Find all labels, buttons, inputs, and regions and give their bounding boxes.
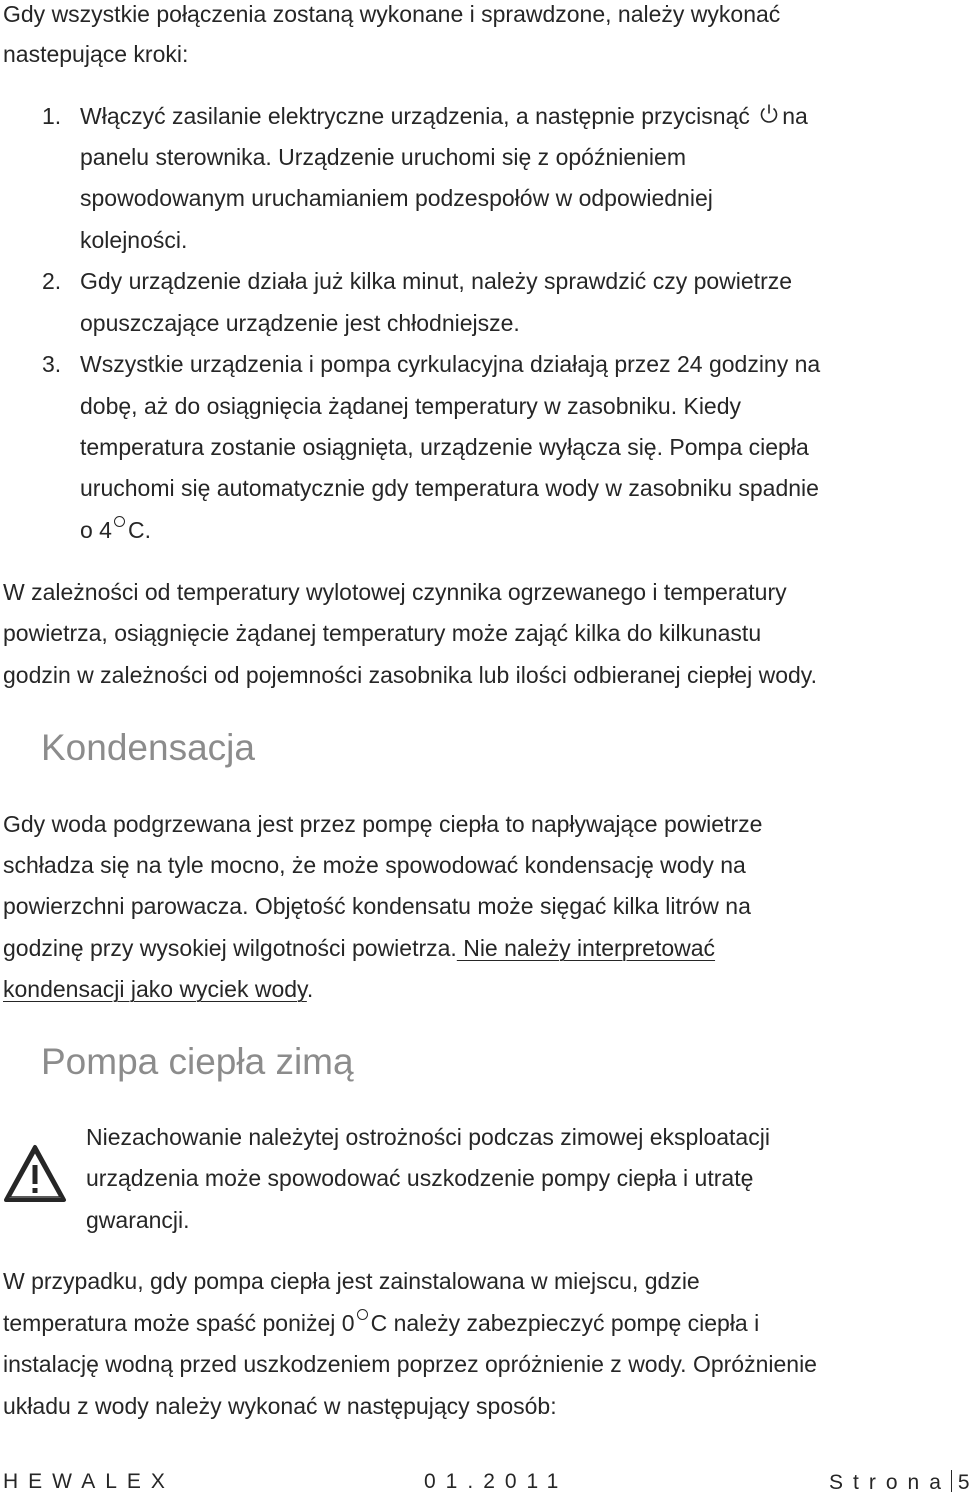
paragraph-line: W przypadku, gdy pompa ciepła jest zainstalowana w miejscu, gdzie [3, 1268, 700, 1294]
paragraph-line: schładza się na tyle mocno, że może spowodować kondensację wody na [3, 852, 746, 878]
list-item-text: dobę, aż do osiągnięcia żądanej temperatury w zasobniku. Kiedy [80, 393, 742, 419]
underlined-text: Nie należy interpretować [456, 935, 716, 961]
step-text: C. [127, 517, 151, 543]
paragraph-text: . [306, 976, 314, 1002]
footer-brand: HEWALEX [3, 1470, 175, 1493]
underlined-text: kondensacji jako wyciek wody [3, 976, 307, 1002]
list-number: 3. [42, 351, 62, 377]
list-item-text [80, 516, 151, 544]
footer-page-word: Strona [829, 1471, 951, 1494]
degree-icon [357, 1309, 368, 1320]
list-item-text: spowodowanym uruchamianiem podzespołów w odpowiedniej [80, 185, 713, 211]
list-number: 1. [42, 103, 62, 129]
warning-text: gwarancji. [86, 1207, 190, 1233]
step-text: Włączyć zasilanie elektryczne urządzenia, a następnie przycisnąć [80, 103, 750, 129]
list-item-text: Gdy urządzenie działa już kilka minut, należy sprawdzić czy powietrze [80, 268, 793, 294]
section-heading: Kondensacja [41, 727, 255, 768]
paragraph-line: godzin w zależności od pojemności zasobnika lub ilości odbieranej ciepłej wody. [3, 662, 817, 688]
paragraph-text: C należy zabezpieczyć pompę ciepła i [370, 1310, 760, 1336]
paragraph-line: Gdy woda podgrzewana jest przez pompę ciepła to napływające powietrze [3, 811, 763, 837]
footer-page-number: 5 [957, 1471, 970, 1494]
paragraph-line: powierzchni parowacza. Objętość kondensatu może sięgać kilka litrów na [3, 893, 751, 919]
warning-icon [3, 1143, 67, 1205]
section-heading: Pompa ciepła zimą [41, 1041, 354, 1082]
list-item-text: Wszystkie urządzenia i pompa cyrkulacyjna działają przez 24 godziny na [80, 351, 821, 377]
degree-icon [114, 516, 125, 527]
warning-text: urządzenia może spowodować uszkodzenie pompy ciepła i utratę [86, 1165, 754, 1191]
paragraph-line: układu z wody należy wykonać w następujący sposób: [3, 1393, 557, 1419]
paragraph-text: temperatura może spaść poniżej 0 [3, 1310, 355, 1336]
warning-text: Niezachowanie należytej ostrożności podczas zimowej eksploatacji [86, 1124, 770, 1150]
list-number: 2. [42, 268, 62, 294]
list-item-text: panelu sterownika. Urządzenie uruchomi się z opóźnieniem [80, 144, 686, 170]
intro-line: nastepujące kroki: [3, 41, 189, 67]
list-item-text [80, 102, 808, 130]
footer-date: 01.2011 [424, 1470, 569, 1493]
step-text: na [782, 103, 808, 129]
list-item-text: temperatura zostanie osiągnięta, urządzenie wyłącza się. Pompa ciepła [80, 434, 809, 460]
intro-line: Gdy wszystkie połączenia zostaną wykonane i sprawdzone, należy wykonać [3, 1, 781, 27]
paragraph-line: instalację wodną przed uszkodzeniem poprzez opróżnienie z wody. Opróżnienie [3, 1351, 817, 1377]
power-icon [758, 103, 780, 125]
footer-divider [951, 1470, 952, 1492]
step-text: o 4 [80, 517, 112, 543]
paragraph-text: godzinę przy wysokiej wilgotności powietrza. [3, 935, 457, 961]
paragraph-line: W zależności od temperatury wylotowej czynnika ogrzewanego i temperatury [3, 579, 787, 605]
list-item-text: opuszczające urządzenie jest chłodniejsze. [80, 310, 520, 336]
list-item-text: kolejności. [80, 227, 188, 253]
footer-page [829, 1470, 970, 1495]
list-item-text: uruchomi się automatycznie gdy temperatura wody w zasobniku spadnie [80, 475, 819, 501]
paragraph-line [3, 975, 313, 1003]
paragraph-line [3, 934, 715, 962]
paragraph-line [3, 1309, 759, 1337]
paragraph-line: powietrza, osiągnięcie żądanej temperatury może zająć kilka do kilkunastu [3, 620, 762, 646]
